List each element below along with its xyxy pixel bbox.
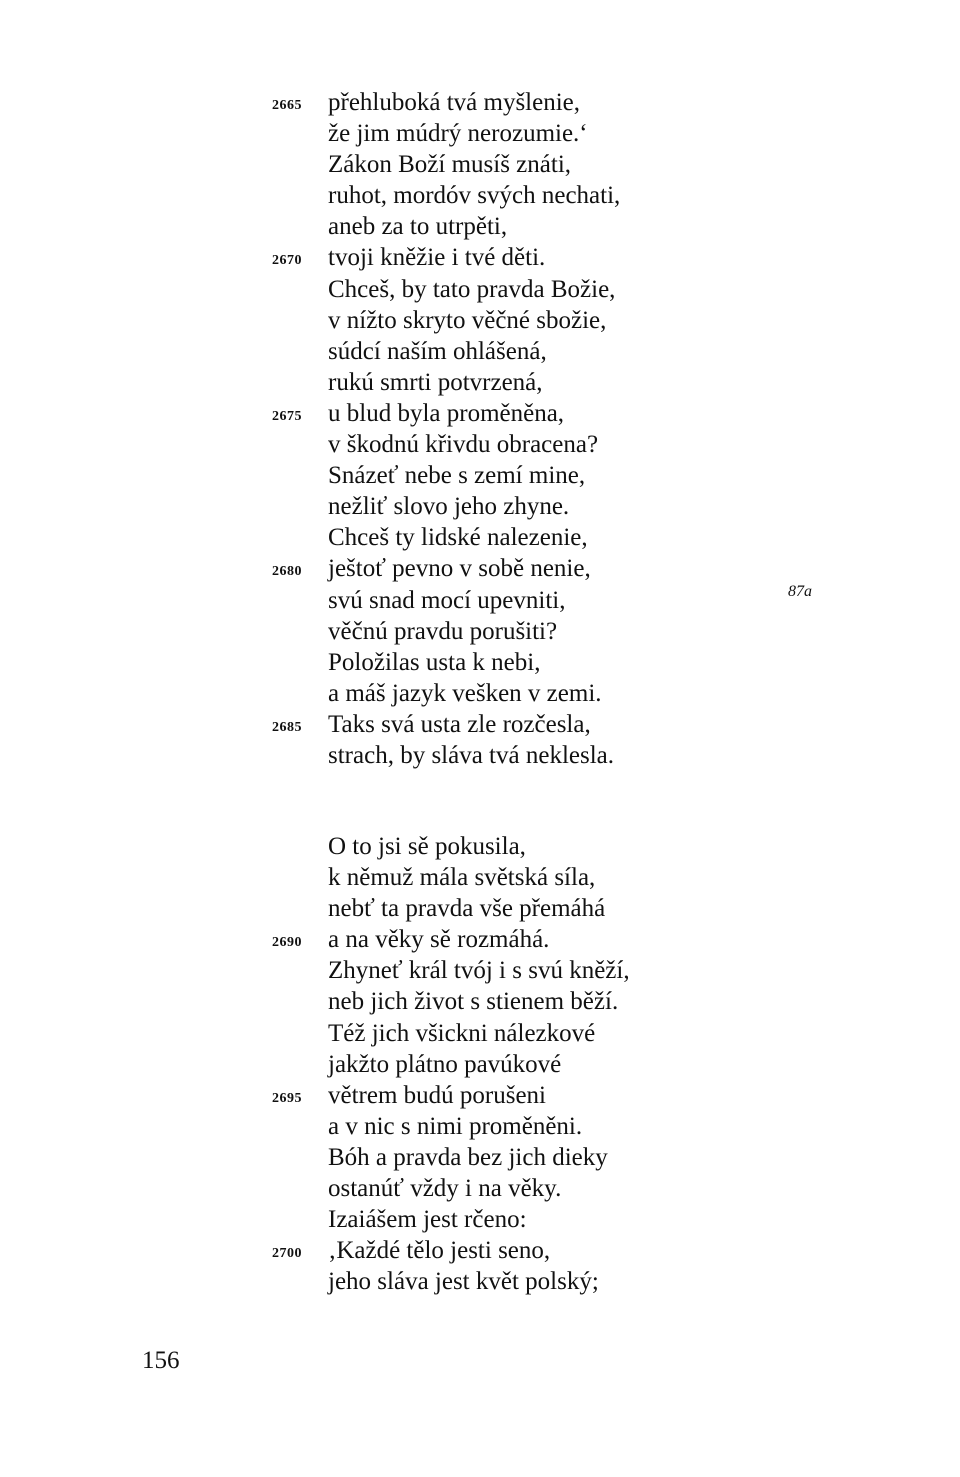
verse-line	[0, 1204, 960, 1235]
stanza-2	[0, 831, 960, 1297]
verse-line	[0, 585, 960, 616]
verse-text: a máš jazyk vešken v zemi.	[328, 679, 602, 707]
verse-line	[0, 1142, 960, 1173]
verse-text: Izaiášem jest rčeno:	[328, 1206, 527, 1234]
verse-text: ruhot, mordóv svých nechati,	[328, 182, 621, 210]
verse-line	[0, 1018, 960, 1049]
verse-line	[0, 1235, 960, 1266]
verse-text: jakžto plátno pavúkové	[328, 1050, 562, 1078]
verse-line	[0, 87, 960, 118]
verse-line	[0, 429, 960, 460]
verse-text: O to jsi sě pokusila,	[328, 833, 526, 860]
verse-line	[0, 149, 960, 180]
verse-text: v nížto skryto věčné sbožie,	[328, 306, 607, 334]
verse-line	[0, 1266, 960, 1297]
verse-line	[0, 180, 960, 211]
verse-line	[0, 274, 960, 305]
line-number: 2700	[272, 1246, 302, 1262]
verse-text: tvoji kněžie i tvé děti.	[328, 244, 546, 272]
verse-text: větrem budú porušeni	[328, 1081, 547, 1109]
verse-text: ještoť pevno v sobě nenie,	[328, 555, 591, 583]
verse-line	[0, 553, 960, 584]
verse-text: Chceš, by tato pravda Božie,	[328, 275, 616, 303]
verse-text: ‚Každé tělo jesti seno,	[328, 1237, 551, 1265]
verse-line	[0, 1111, 960, 1142]
verse-line	[0, 1173, 960, 1204]
verse-line	[0, 893, 960, 924]
verse-text: Chceš ty lidské nalezenie,	[328, 524, 588, 552]
verse-line	[0, 336, 960, 367]
line-number: 2670	[272, 253, 302, 269]
page-number: 156	[142, 1347, 180, 1374]
verse-text: svú snad mocí upevniti,	[328, 586, 566, 614]
verse-line	[0, 367, 960, 398]
verse-line	[0, 522, 960, 553]
verse-text: nežliť slovo jeho zhyne.	[328, 493, 570, 521]
verse-text: přehluboká tvá myšlenie,	[328, 89, 581, 116]
verse-text: Taks svá usta zle rozčesla,	[328, 710, 591, 738]
verse-text: Bóh a pravda bez jich dieky	[328, 1143, 608, 1171]
verse-line	[0, 709, 960, 740]
verse-line	[0, 678, 960, 709]
verse-line	[0, 211, 960, 242]
verse-line	[0, 986, 960, 1017]
line-number: 2665	[272, 98, 302, 113]
stanza-1	[0, 87, 960, 771]
verse-text: že jim múdrý nerozumie.‘	[328, 120, 588, 148]
verse-line	[0, 616, 960, 647]
verse-text: v škodnú křivdu obracena?	[328, 431, 599, 459]
verse-line	[0, 1049, 960, 1080]
verse-text: Položilas usta k nebi,	[328, 648, 541, 676]
verse-line	[0, 242, 960, 273]
verse-text: súdcí naším ohlášená,	[328, 337, 547, 365]
verse-line	[0, 491, 960, 522]
line-number: 2690	[272, 935, 302, 951]
verse-text: k němuž mála světská síla,	[328, 864, 596, 892]
line-number: 2680	[272, 564, 302, 580]
verse-text: jeho sláva jest květ polský;	[328, 1268, 599, 1296]
verse-text: nebť ta pravda vše přemáhá	[328, 895, 606, 923]
verse-text: a na věky sě rozmáhá.	[328, 926, 550, 954]
verse-line	[0, 118, 960, 149]
verse-line	[0, 305, 960, 336]
verse-text: a v nic s nimi proměněni.	[328, 1112, 583, 1140]
verse-text: Zhyneť král tvój i s svú kněží,	[328, 957, 630, 985]
verse-line	[0, 862, 960, 893]
verse-text: rukú smrti potvrzená,	[328, 368, 543, 396]
verse-text: věčnú pravdu porušiti?	[328, 617, 558, 645]
verse-line	[0, 955, 960, 986]
folio-marginal-note: 87a	[788, 583, 812, 600]
verse-line	[0, 924, 960, 955]
line-number: 2675	[272, 408, 302, 424]
verse-text: Též jich všickni nálezkové	[328, 1019, 596, 1047]
verse-text: Zákon Boží musíš znáti,	[328, 151, 572, 179]
verse-line	[0, 740, 960, 771]
line-number: 2685	[272, 719, 302, 735]
verse-text: Snázeť nebe s zemí mine,	[328, 462, 586, 490]
verse-text: aneb za to utrpěti,	[328, 213, 508, 241]
verse-text: u blud byla proměněna,	[328, 399, 565, 427]
verse-line	[0, 460, 960, 491]
verse-line	[0, 831, 960, 862]
verse-text: strach, by sláva tvá neklesla.	[328, 741, 615, 769]
verse-text: ostanúť vždy i na věky.	[328, 1175, 562, 1203]
verse-line	[0, 1080, 960, 1111]
verse-line	[0, 647, 960, 678]
line-number: 2695	[272, 1090, 302, 1106]
verse-line	[0, 398, 960, 429]
verse-text: neb jich život s stienem běží.	[328, 988, 619, 1016]
